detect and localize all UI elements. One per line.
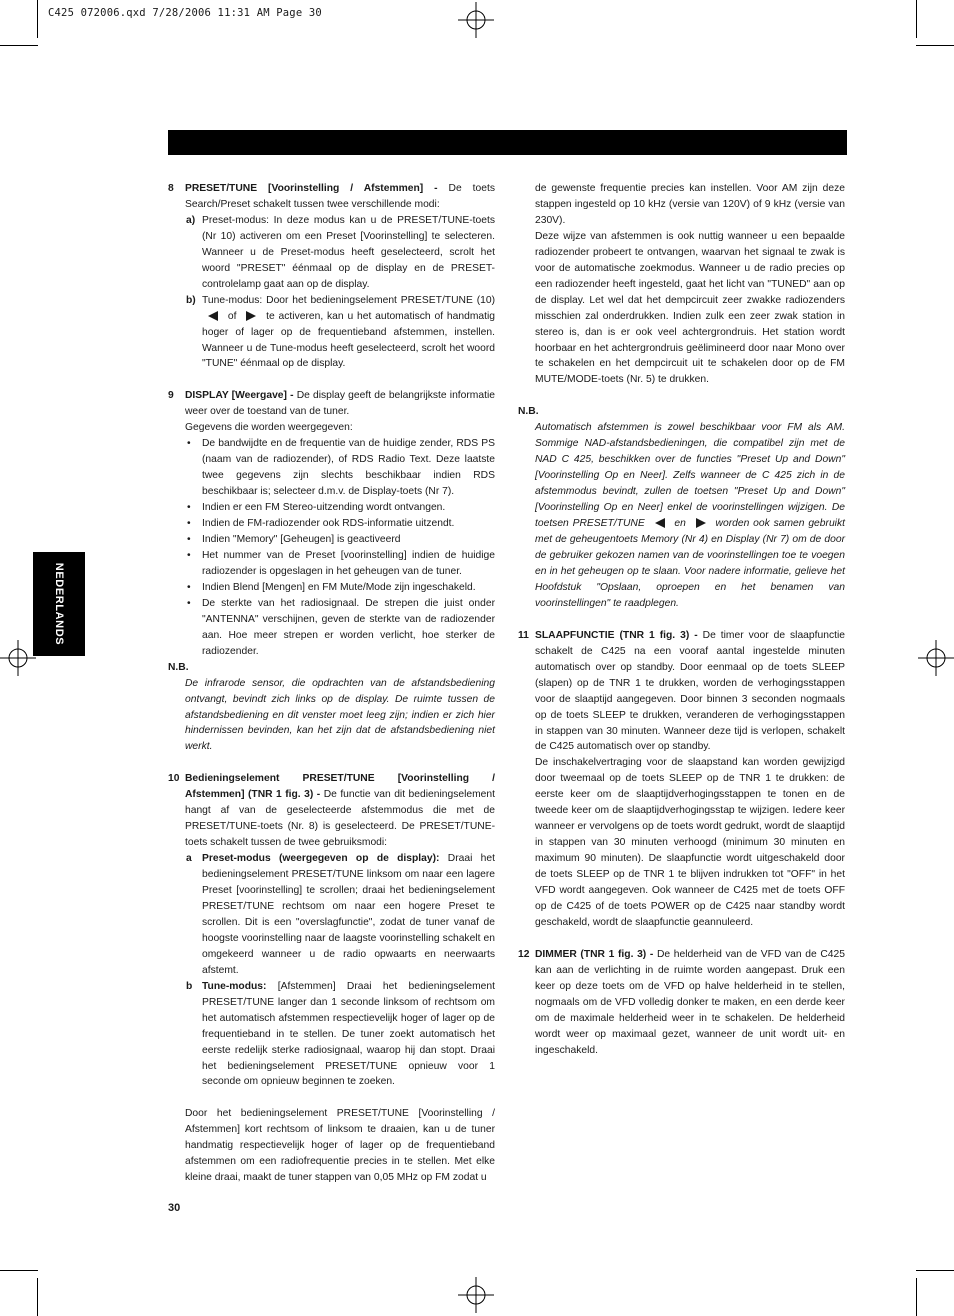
page-number: 30 [168, 1202, 181, 1214]
header-bar [168, 130, 847, 155]
sub-text: Preset-modus: In deze modus kan u de PRESET/TUNE-toets (Nr 10) activeren om een Preset [Voorinstelling] te selecteren. Wanneer u de Preset-modus heeft geselecteerd, scrolt het woord "PRESET" éénmaal op de display en de PRESET-controlelamp gaat aan op de display. [202, 214, 495, 290]
sub-heading: Tune-modus: [202, 980, 267, 992]
section-heading: SLAAPFUNCTIE (TNR 1 fig. 3) - [535, 629, 698, 641]
registration-mark-icon [918, 640, 954, 676]
list-item: • De bandwijdte en de frequentie van de huidige zender, RDS PS (naam van de radiozender), of RDS Radio Text. Deze laatste twee gegevens zijn slechts beschikbaar indien RDS beschikbaar is; selecteer d.m.v. de Display-toets (Nr 7). [168, 436, 495, 500]
sub-item-a [168, 213, 495, 293]
sub-label: b) [186, 294, 196, 306]
section-paragraph [185, 388, 495, 420]
crop-mark [37, 0, 38, 38]
section-text: De toets Search/Preset schakelt tussen twee verschillende modi: [185, 183, 495, 210]
right-arrow-icon [246, 311, 256, 321]
sub-heading: Preset-modus (weergegeven op de display): [202, 853, 440, 865]
section-number: 9 [168, 390, 174, 402]
section-10 [168, 771, 495, 851]
sub-label: a) [186, 214, 196, 226]
section-number: 12 [518, 948, 530, 960]
section-9 [168, 388, 495, 436]
sub-paragraph [202, 293, 495, 373]
language-tab-label: NEDERLANDS [53, 562, 65, 646]
registration-mark-icon [458, 1277, 494, 1313]
note-label: N.B. [168, 661, 189, 673]
sub-text: Draai het bedieningselement PRESET/TUNE linksom om naar een lagere Preset [voorinstelling] te scrollen; draai het bedieningselement PRESET/TUNE rechtsom om naar een hogere Preset te scrollen. Dit is een "overslagfunctie", zodat de tuner vanaf de hoogste voorinstelling naar de laagste voorinstelling schakelt en omgekeerd wanneer u de radio opwaarts en neerwaarts afstemt. [202, 853, 495, 976]
list-item: • Indien Blend [Mengen] en FM Mute/Mode zijn ingeschakeld. [168, 580, 495, 596]
right-column [518, 181, 845, 1059]
spacer [168, 372, 495, 388]
crop-mark [0, 45, 38, 46]
sub-label: a [186, 853, 192, 865]
sub-item-b [168, 293, 495, 373]
spacer [518, 612, 845, 628]
list-item: • Indien er een FM Stereo-uitzending wordt ontvangen. [168, 500, 495, 516]
section-text: De timer voor de slaapfunctie schakelt de C425 na een vooraf aantal ingestelde minuten automatisch over op standby. Door eenmaal op de toets SLEEP (slapen) op de TNR 1 te drukken, worden de verhogingsstappen voor de slaaptijd aangegeven. Door binnen 3 seconden nogmaals op de toets SLEEP te drukken, veranderen de verhogingsstappen in stappen van 30 minuten. Wanneer deze tijd is verlopen, schakelt de C425 automatisch over op standby. [535, 629, 845, 753]
section-paragraph [535, 628, 845, 756]
sub-item-a [168, 851, 495, 979]
section-heading: DIMMER (TNR 1 fig. 3) - [535, 948, 654, 960]
section-12 [518, 947, 845, 1059]
sub-text: Tune-modus: Door het bedieningselement PRESET/TUNE (10) [202, 294, 495, 306]
note-text: De infrarode sensor, die opdrachten van de afstandsbediening ontvangt, bevindt zich links op de display. De ruimte tussen de afstandsbediening en dit venster moet leeg zijn; indien er zich hier hindernissen bevinden, kan het zijn dat de afstandsbediening niet werkt. [185, 677, 495, 753]
left-column [168, 181, 495, 1186]
section-heading: PRESET/TUNE [Voorinstelling / Afstemmen] - [185, 183, 438, 194]
crop-mark [916, 1270, 954, 1271]
sub-paragraph [202, 851, 495, 979]
sub-text: [Afstemmen] Draai het bedieningselement PRESET/TUNE langer dan 1 seconde linksom of rechtsom om het automatisch afstemmen respectievelijk hoger of lager op de frequentieband in te stellen. De tuner zoekt automatisch het eerste redelijk sterke radiosignaal, waarop hij dan stopt. Draai het bedieningselement PRESET/TUNE opnieuw voor 1 seconde om opnieuw beginnen te zoeken. [202, 980, 495, 1088]
list-item: • Indien "Memory" [Geheugen] is geactiveerd [168, 532, 495, 548]
section-11 [518, 628, 845, 931]
list-item: • Het nummer van de Preset [voorinstelling] indien de huidige radiozender is opgeslagen in het geheugen van de tuner. [168, 548, 495, 580]
section-text: De functie van dit bedieningselement hangt af van de geselecteerde afstemmodus die met de PRESET/TUNE-toets (Nr. 8) is geselecteerd. De PRESET/TUNE-toets schakelt tussen de twee gebruiksmodi: [185, 789, 495, 849]
crop-mark [0, 1270, 38, 1271]
left-arrow-icon [208, 311, 218, 321]
section-paragraph: de gewenste frequentie precies kan instellen. Voor AM zijn deze stappen ingesteld op 10 kHz (versie van 120V) of 9 kHz (versie van 230V). [535, 183, 845, 226]
crop-mark [916, 1278, 917, 1316]
language-tab [33, 552, 85, 656]
print-slug: C425 072006.qxd 7/28/2006 11:31 AM Page 30 [48, 7, 322, 19]
list-item: • De sterkte van het radiosignaal. De strepen die juist onder "ANTENNA" verschijnen, geven de sterkte van de radiozender aan. Hoe meer strepen er worden verlicht, hoe sterker de radiozender. [168, 596, 495, 660]
section-paragraph [185, 181, 495, 213]
crop-mark [916, 0, 917, 38]
section-intro: Gegevens die worden weergegeven: [185, 422, 353, 434]
crop-mark [916, 45, 954, 46]
crop-mark [37, 1278, 38, 1316]
spacer [518, 388, 845, 404]
note-label: N.B. [518, 406, 539, 418]
section-text: De helderheid van de VFD van de C425 kan aan de verlichting in de ruimte worden aangepast. Druk een keer op deze toets om de VFD op halve helderheid in te stellen, nogmaals om de VFD volledig donker te maken, en een derde keer om de maximale helderheid weer in te schakelen. De helderheid wordt weer op maximaal gezet, wanneer de unit wordt uit- en ingeschakeld. [535, 948, 845, 1056]
left-arrow-icon [655, 518, 665, 528]
section-number: 8 [168, 183, 174, 194]
section-paragraph: Deze wijze van afstemmen is ook nuttig wanneer u een bepaalde radiozender probeert te ontvangen, waarvan het signaal te zwak is voor de automatische zoekmodus. Wanneer u de radio precies op een radiozender heeft ingesteld, gaat het licht van "TUNED" aan op de display. Let wel dat het dempcircuit zeer zwakke radiozenders misschien zal onderdrukken. Indien zulk een zeer zwak station in stereo is, dan is er ook veel achtergrondruis. Het station wordt hoorbaar en het achtergrondruis geëlimineerd door naar Mono over te schakelen en het dempcircuit uit te schakelen door op de FM MUTE/MODE-toets (Nr. 5) te drukken. [535, 230, 845, 386]
section-number: 11 [518, 629, 529, 641]
section-paragraph [535, 947, 845, 1059]
right-arrow-icon [696, 518, 706, 528]
spacer [168, 755, 495, 771]
section-text: De display geeft de belangrijkste informatie weer over de toestand van de tuner. [185, 390, 495, 418]
and-word: en [674, 518, 686, 530]
section-number: 10 [168, 773, 180, 785]
list-item: • Indien de FM-radiozender ook RDS-informatie uitzendt. [168, 516, 495, 532]
note-text: Automatisch afstemmen is zowel beschikbaar voor FM als AM. Sommige NAD-afstandsbedieningen, die compatibel zijn met de NAD C 425, beschikken over de functies "Preset Up and Down" [Voorinstelling Op en Neer]. Zelfs wanneer de C 425 zich in de afstemmodus bevindt, zullen de toetsen "Preset Up and Down" [Voorinstelling Op en Neer] enkel de voorinstellingen wijzigen. De toetsen PRESET/TUNE en worden ook samen gebruikt met de geheugentoets Memory (Nr 4) en Display (Nr 7) om de door de gebruiker gekozen namen van de voorinstellingen toe te voegen en in het geheugen op te slaan. Voor nadere informatie, gelieve het Hoofdstuk "Opslaan, oproepen en het benamen van voorinstellingen" te raadplegen. [535, 422, 845, 609]
section-text: De inschakelvertraging voor de slaapstand kan worden gewijzigd door tweemaal op de toets SLEEP op de TNR 1 te drukken: de eerste keer om de slaaptijdverhogingsstappen te tonen en de tweede keer om de slaaptijdverhogingsstap te wijzigen. Iedere keer wanneer er vervolgens op de toets wordt gedrukt, wordt de slaaptijd in stappen van 30 minuten verhoogd (minimum 30 minuten en maximum 90 minuten). De slaapfunctie wordt uitgeschakeld door de toets SLEEP op de TNR 1 te blijven indrukken tot "OFF" in het VFD wordt aangegeven. Ook wanneer de C425 met de toets OFF op de C425 of de toets POWER op de C425 naar standby wordt geschakeld, wordt de slaapfunctie geannuleerd. [535, 757, 845, 928]
sub-label: b [186, 980, 193, 992]
section-paragraph: Door het bedieningselement PRESET/TUNE [Voorinstelling / Afstemmen] kort rechtsom of linksom te draaien, kan u de tuner handmatig respectievelijk hoger of lager op de frequentieband afstemmen om een radiofrequentie precies in te stellen. Met elke kleine draai, maakt de tuner stappen van 0,05 MHz op FM zodat u [185, 1108, 495, 1184]
section-heading: DISPLAY [Weergave] - [185, 390, 294, 402]
or-word: of [227, 310, 237, 322]
section-paragraph [185, 771, 495, 851]
sub-paragraph [202, 979, 495, 1091]
spacer [518, 931, 845, 947]
registration-mark-icon [0, 640, 36, 676]
section-heading: Bedieningselement PRESET/TUNE [Voorinstelling / Afstemmen] (TNR 1 fig. 3) - [185, 773, 495, 801]
registration-mark-icon [458, 2, 494, 38]
section-8 [168, 181, 495, 213]
sub-text: te activeren, kan u het automatisch of handmatig hoger of lager op de frequentieband afstemmen, instellen. Wanneer u de Tune-modus heeft geselecteerd, scrolt het woord "TUNE" éénmaal op de display. [202, 310, 495, 370]
sub-item-b [168, 979, 495, 1091]
spacer [168, 1090, 495, 1106]
